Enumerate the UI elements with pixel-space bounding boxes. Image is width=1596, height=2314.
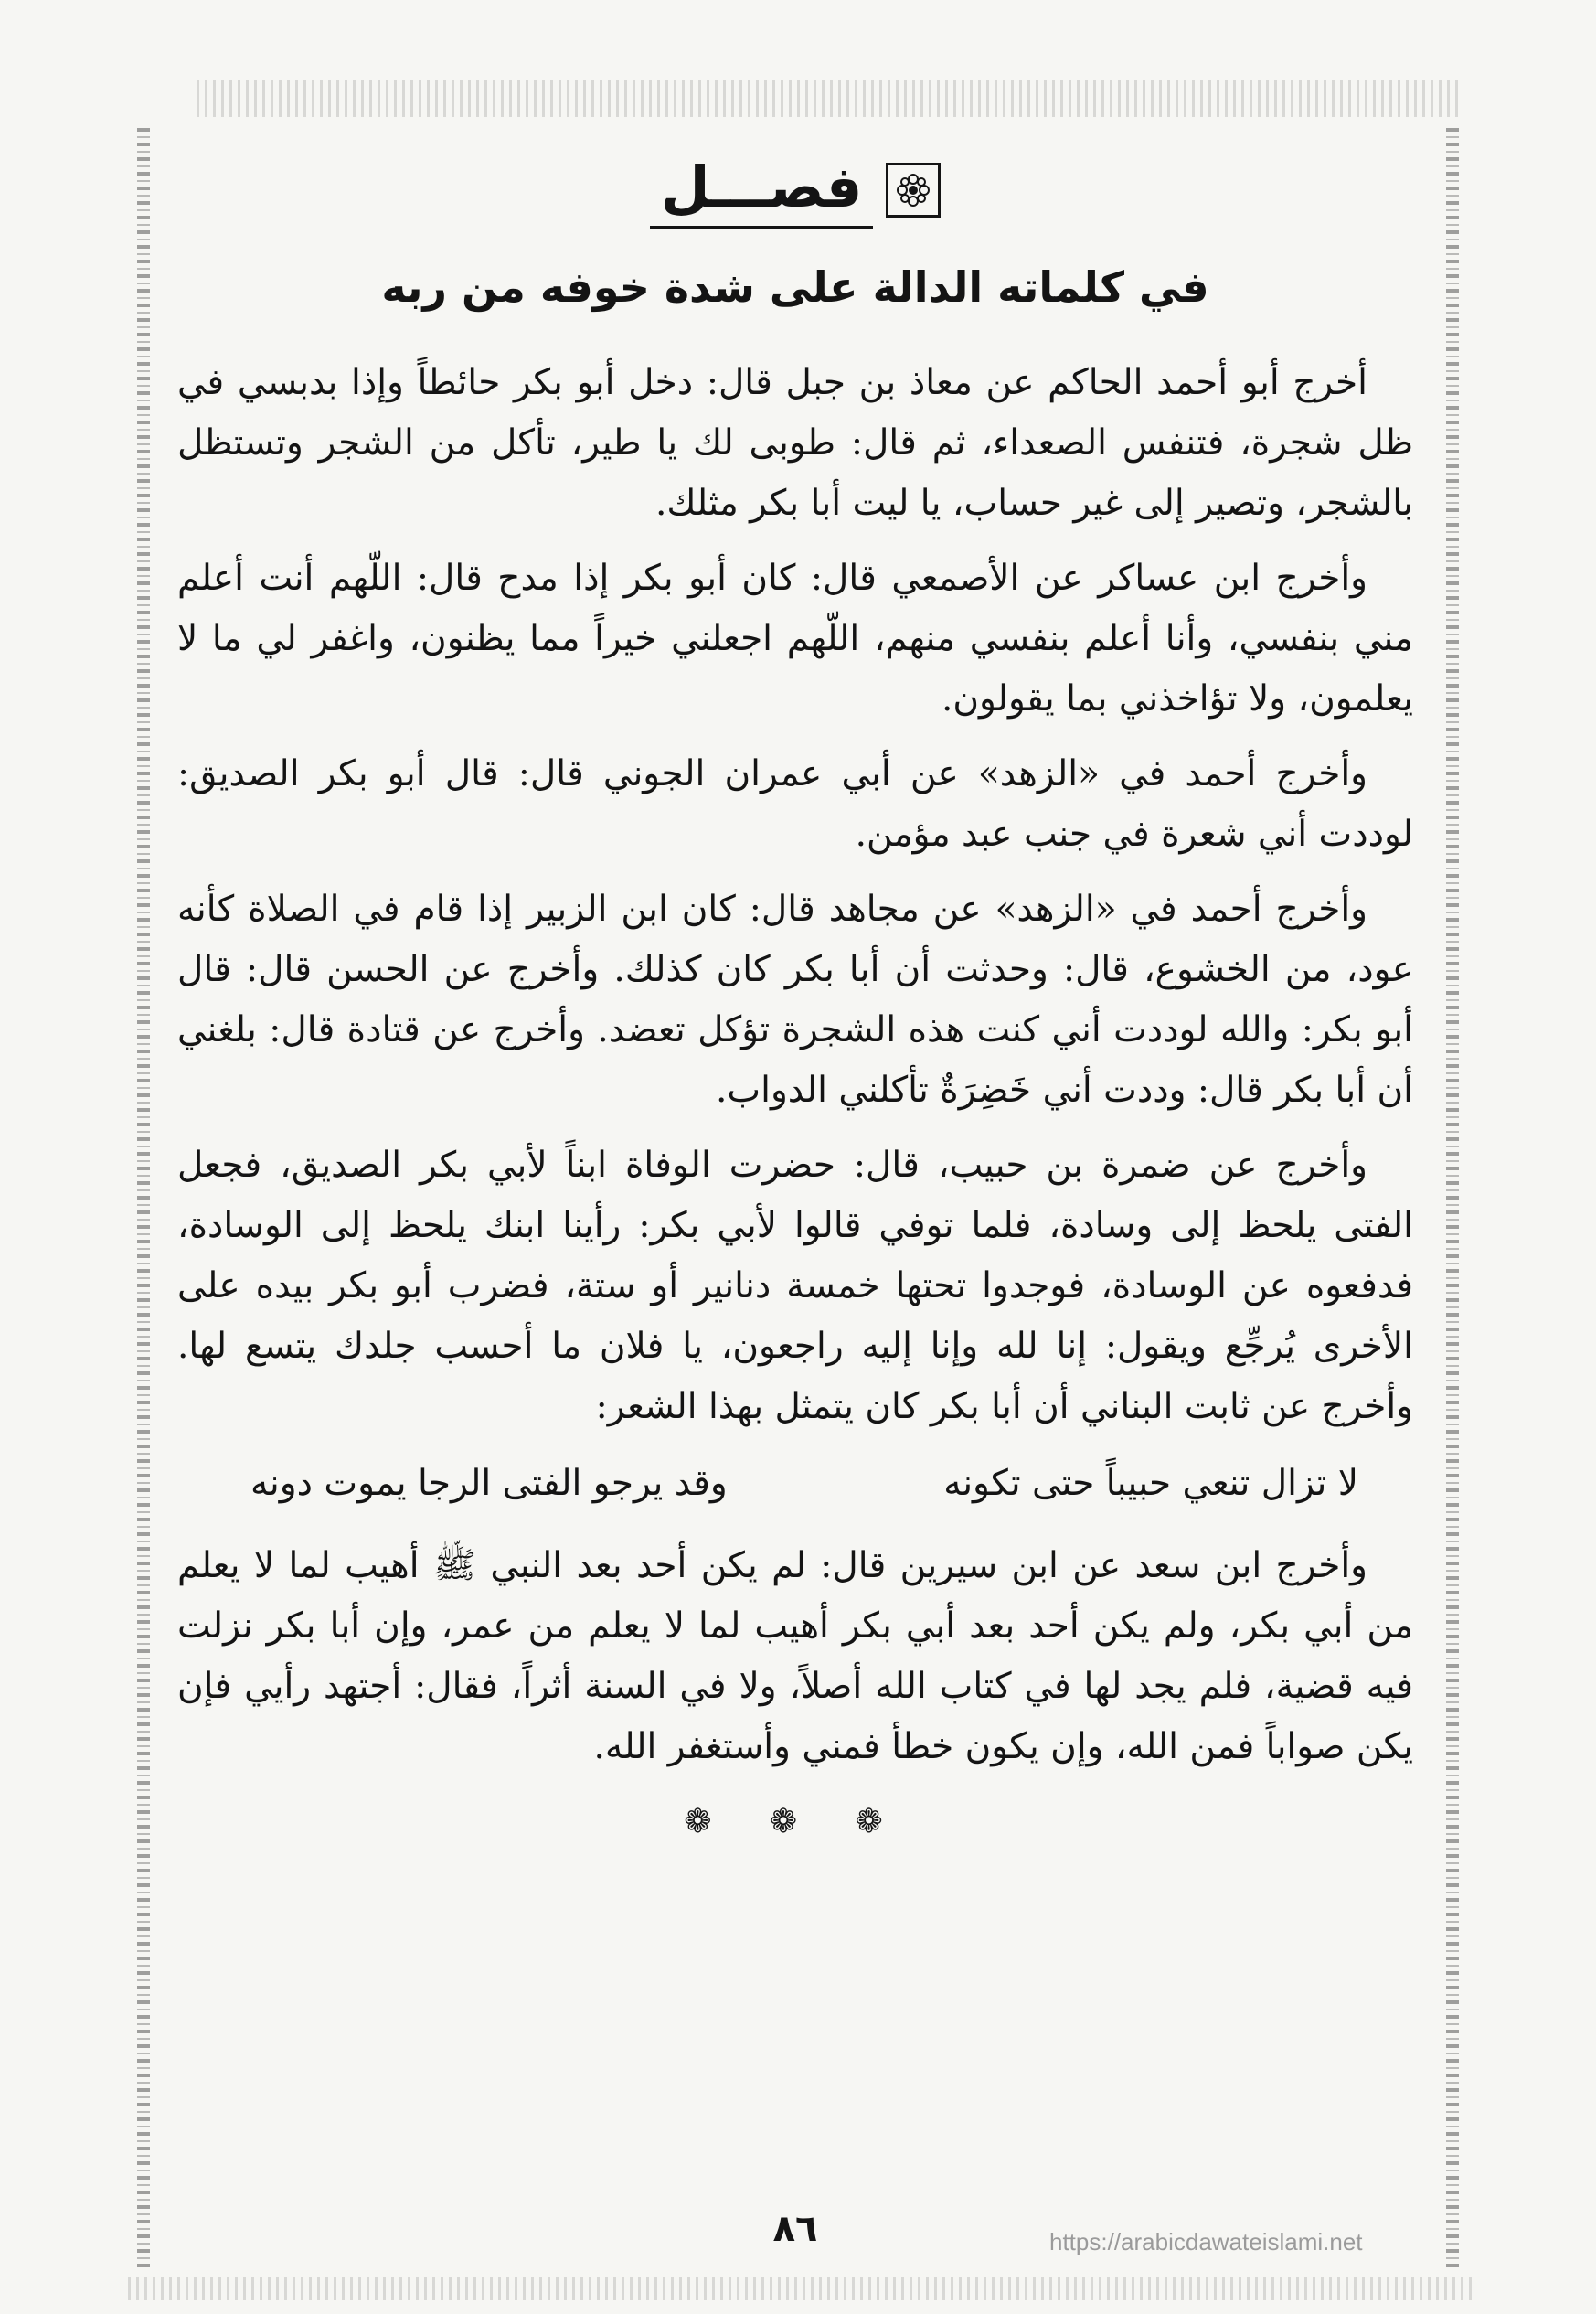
paragraph: وأخرج أحمد في «الزهد» عن مجاهد قال: كان ابن الزبير إذا قام في الصلاة كأنه عود، من الخشوع، قال: وحدثت أن أبا بكر كان كذلك. وأخرج عن الحسن قال: قال أبو بكر: والله لوددت أني كنت هذه الشجرة تؤكل تعضد. وأخرج عن قتادة قال: بلغني أن أبا بكر قال: وددت أني خَضِرَةٌ تأكلني الدواب. [177, 889, 1413, 1111]
left-ornament-border [137, 128, 150, 2267]
chapter-heading [174, 146, 1417, 234]
paragraph: وأخرج أحمد في «الزهد» عن أبي عمران الجوني قال: قال أبو بكر الصديق: لوددت أني شعرة في جنب عبد مؤمن. [177, 753, 1413, 855]
poetry-verse [250, 1452, 1358, 1516]
paragraph: وأخرج عن ضمرة بن حبيب، قال: حضرت الوفاة ابناً لأبي بكر الصديق، فجعل الفتى يلحظ إلى وسادة، فلما توفي قالوا لأبي بكر: رأينا ابنك يلحظ إلى الوسادة، فدفعوه عن الوسادة، فوجدوا تحتها خمسة دنانير أو ستة، فضرب أبو بكر بيده على الأخرى يُرجِّع ويقول: إنا لله وإنا إليه راجعون، يا فلان ما أحسب جلدك يتسع لها. وأخرج عن ثابت البناني أن أبا بكر كان يتمثل بهذا الشعر: [177, 1145, 1413, 1427]
chapter-subtitle: في كلماته الدالة على شدة خوفه من ربه [381, 262, 1209, 312]
separator-ornament: ❁ ❁ ❁ [684, 1803, 907, 1840]
closing-paragraph: وأخرج ابن سعد عن ابن سيرين قال: لم يكن أحد بعد النبي ﷺ أهيب لما لا يعلم من أبي بكر، ولم يكن أحد بعد أبي بكر أهيب لما لا يعلم من عمر، وإن أبا بكر نزلت فيه قضية، فلم يجد لها في كتاب الله أصلاً، ولا في السنة أثراً، فقال: أجتهد رأيي فإن يكن صواباً فمن الله، وإن يكون خطأ فمني وأستغفر الله. [177, 1545, 1413, 1767]
body-text [174, 353, 1417, 1840]
page-number: ٨٦ [772, 2208, 818, 2250]
bottom-ornament-border [128, 2277, 1472, 2300]
paragraph: وأخرج ابن عساكر عن الأصمعي قال: كان أبو بكر إذا مدح قال: اللّهم أنت أعلم مني بنفسي، وأنا أعلم بنفسي منهم، اللّهم اجعلني خيراً مما يظنون، واغفر لي ما لا يعلمون، ولا تؤاخذني بما يقولون. [177, 558, 1413, 720]
top-ornament-border [197, 80, 1458, 117]
right-ornament-border [1446, 128, 1459, 2267]
chapter-title: فصـــل [650, 151, 874, 229]
watermark-url: https://arabicdawateislami.net [1049, 2228, 1363, 2255]
page-content [174, 128, 1417, 2258]
verse-second-hemistich: وقد يرجو الفتى الرجا يموت دونه [250, 1463, 728, 1504]
flower-ornament-icon [886, 163, 941, 218]
verse-first-hemistich: لا تزال تنعي حبيباً حتى تكونه [943, 1463, 1358, 1504]
paragraph: أخرج أبو أحمد الحاكم عن معاذ بن جبل قال: دخل أبو بكر حائطاً وإذا بدبسي في ظل شجرة، فتنفس الصعداء، ثم قال: طوبى لك يا طير، تأكل من الشجر وتستظل بالشجر، وتصير إلى غير حساب، يا ليت أبا بكر مثلك. [177, 362, 1413, 524]
